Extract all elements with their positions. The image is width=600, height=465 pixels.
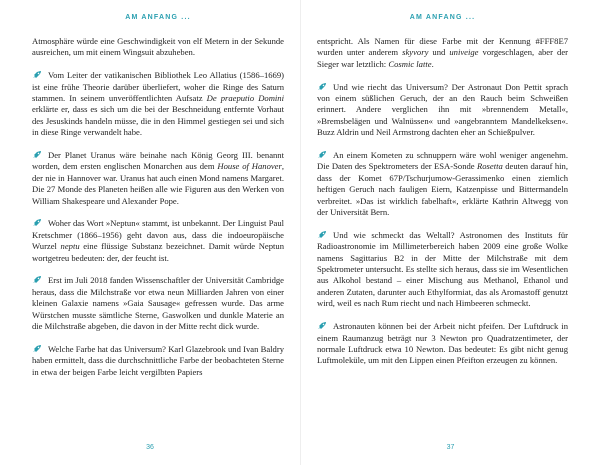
entry-text: eine flüssige Substanz bezeichnet. Damit würde Neptun wortgetreu bedeuten: der, der feucht ist. <box>32 241 285 263</box>
left-entries <box>32 70 284 378</box>
rocket-icon <box>32 345 42 353</box>
entry-text: Der Planet Uranus wäre beinahe nach König Georg III. benannt worden, dem ersten englischen Monarchen aus dem <box>32 150 284 172</box>
fact-entry <box>317 150 568 218</box>
entry-text: , der nie in Hannover war. Uranus hat auch einen Mond namens Margaret. Die 27 Monde des Planeten heißen alle wie Figuren aus den Werken von William Shakespeare und Alexander Pope. <box>32 161 284 206</box>
entry-text: Erst im Juli 2018 fanden Wissenschaftler der Universität Cambridge heraus, dass die Milchstraße vor etwa neun Milliarden Jahren von einer kleinen Galaxie namens »Gaia Sausage« gefressen wurde. Das arme Würstchen musste sämtliche Sterne, Gaswolken und dunkle Materie an die Milchstraße abgeben, die davon in der Mitte recht dick wurde. <box>32 275 284 332</box>
fact-entry <box>32 70 284 138</box>
right-text <box>317 36 568 367</box>
italic-text: Rosetta <box>477 161 503 172</box>
entry-text: Welche Farbe hat das Universum? Karl Glazebrook und Ivan Baldry haben ermittelt, dass die durchschnittliche Farbe der beobachteten Sterne in etwa der beigen Farbe leicht vergilbten Papiers <box>32 343 284 377</box>
entry-text: erklärte er, dass es sich um die bei der Beschneidung entfernte Vorhaut des Jesuskinds handeln müsse, die in den Himmel gestiegen sei und sich in diese Ringe verwandelt habe. <box>32 104 284 138</box>
entry-text: Und wie riecht das Universum? Der Astronaut Don Pettit sprach von einem süßlichen Geruch, der an den Rauch beim Schweißen erinnert. Andere verglichen ihn mit »brennendem Metall«, »Bremsbelägen und Walnüssen« und »angebranntem Mandelkeksen«. Buzz Aldrin und Neil Armstrong dachten eher an Schießpulver. <box>317 81 568 138</box>
fact-entry <box>32 218 284 264</box>
italic-text: skyvory <box>402 47 429 58</box>
fact-entry <box>32 275 284 332</box>
entry-text: deuten darauf hin, dass der Komet 67P/Tschurjumow-Gerassimenko einen ziemlich heftigen Geruch nach fauligen Eiern, Katzenpisse und Bittermandeln verbreitet. »Das ist wirklich fabelhaft«, erklärte Kathrin Altwegg von der Universität Bern. <box>317 161 568 218</box>
rocket-icon <box>32 71 42 79</box>
entry-text: Astronauten können bei der Arbeit nicht pfeifen. Der Luftdruck in einem Raumanzug beträgt nur 3 Newton pro Quadratzentimeter, der normale Luftdruck etwa 10 Newton. Das bedeutet: Es gibt nicht genug Luftmoleküle, um mit den Lippen einen Pfeifton erzeugen zu können. <box>317 321 568 366</box>
right-intro <box>317 36 568 70</box>
fact-entry <box>317 82 568 139</box>
running-head-left: AM ANFANG ... <box>125 14 191 21</box>
rocket-icon <box>32 276 42 284</box>
fact-entry <box>32 344 284 378</box>
right-entries <box>317 82 568 367</box>
left-text <box>32 36 284 378</box>
italic-text: univeige <box>449 47 479 58</box>
entry-text: und <box>428 47 450 58</box>
running-head-right: AM ANFANG ... <box>409 14 476 21</box>
page-number-left: 36 <box>146 444 154 451</box>
left-intro: Atmosphäre würde eine Geschwindigkeit von elf Metern in der Sekunde ausreichen, um mit einem Wingsuit abzuheben. <box>32 36 284 58</box>
entry-text: entspricht. Als Namen für diese Farbe mit der Kennung #FFF8E7 wurden unter anderem <box>317 36 568 58</box>
entry-text: Und wie schmeckt das Weltall? Astronomen des Instituts für Radioastronomie im Millimeterbereich haben 2009 eine große Wolke namens Sagittarius B2 in der Mitte der Milchstraße mit dem Spektrometer untersucht. Es stellte sich heraus, dass sie im Wesentlichen aus Alkohol bestand – einer Mischung aus Methanol, Ethanol und anderen Zutaten, darunter auch Ethylformiat, das als Aromastoff genutzt wird, weil es nach Rum riecht und nach Himbeeren schmeckt. <box>317 229 568 309</box>
entry-text: Vom Leiter der vatikanischen Bibliothek Leo Allatius (1586–1669) ist eine frühe Theorie darüber überliefert, woher die Ringe des Saturn stammen. In seinem unveröffentlichten Aufsatz <box>32 70 284 104</box>
rocket-icon <box>317 83 327 91</box>
entry-text: Woher das Wort »Neptun« stammt, ist unbekannt. Der Linguist Paul Kretschmer (1866–1956) geht davon aus, dass die indoeuropäische Wurzel <box>32 218 284 252</box>
rocket-icon <box>317 151 327 159</box>
rocket-icon <box>32 219 42 227</box>
rocket-icon <box>32 151 42 159</box>
entry-text: An einem Kometen zu schnuppern wäre wohl weniger angenehm. Die Daten des Spektrometers der ESA-Sonde <box>317 150 568 172</box>
entry-text: vorgeschlagen, aber der Sieger war letztlich: <box>317 47 568 69</box>
rocket-icon <box>317 231 327 239</box>
right-page <box>300 0 600 465</box>
italic-text: Cosmic latte <box>388 58 432 69</box>
italic-text: House of Hanover <box>217 161 282 172</box>
rocket-icon <box>317 322 327 330</box>
italic-text: De praeputio Domini <box>206 93 284 104</box>
fact-entry <box>317 321 568 367</box>
entry-text: . <box>431 58 434 69</box>
fact-entry <box>317 230 568 310</box>
fact-entry <box>32 150 284 207</box>
italic-text: neptu <box>60 241 80 252</box>
page-number-right: 37 <box>446 444 455 451</box>
